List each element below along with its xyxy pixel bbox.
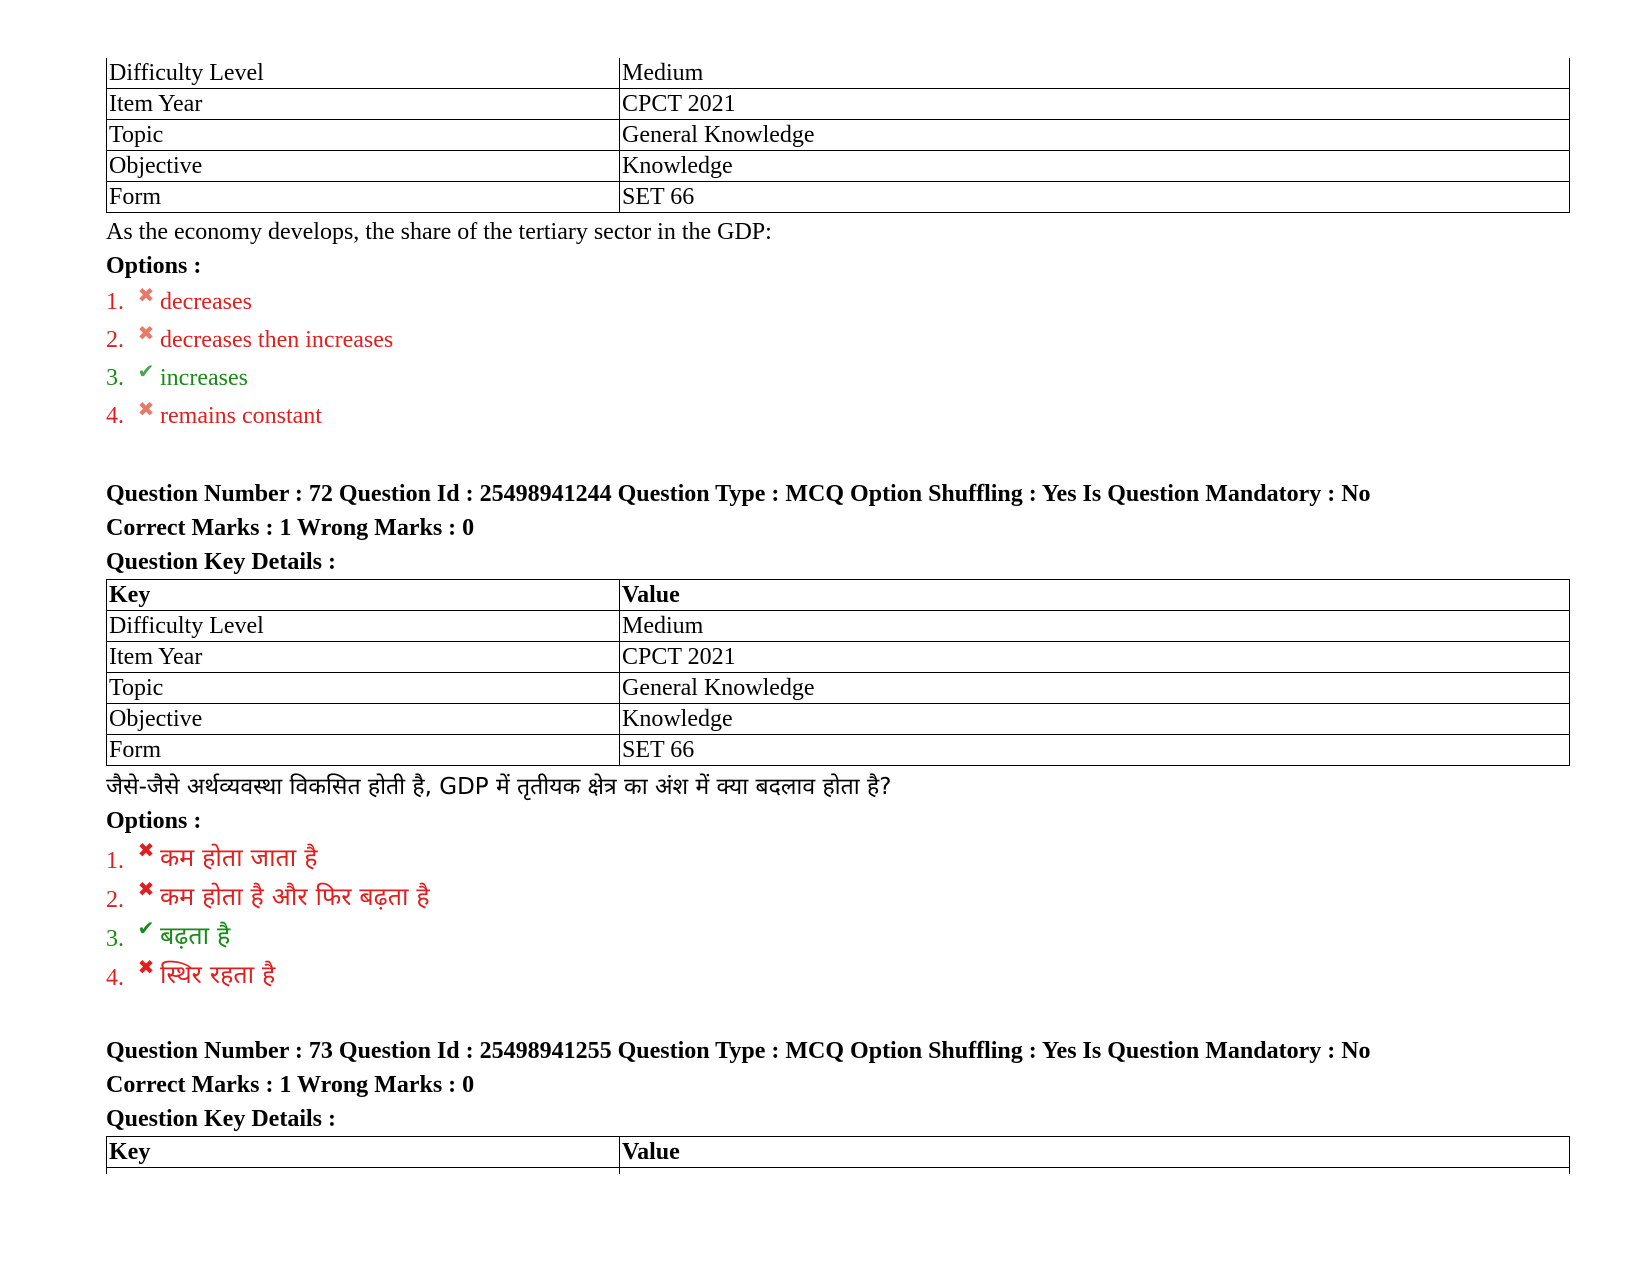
question-71-option-2[interactable] bbox=[106, 321, 1570, 359]
table-row bbox=[107, 735, 1570, 766]
question-72-header: Question Number : 72 Question Id : 25498941244 Question Type : MCQ Option Shuffling : Yes Is Question Mandatory : No bbox=[106, 481, 1371, 507]
cross-icon: ✖ bbox=[137, 399, 155, 421]
question-71-key-table bbox=[106, 58, 1570, 213]
key-cell: Difficulty Level bbox=[107, 611, 620, 642]
value-cell: General Knowledge bbox=[620, 673, 1570, 704]
table-header-row bbox=[107, 1137, 1570, 1168]
question-72-key-table bbox=[106, 579, 1570, 766]
question-72-marks: Correct Marks : 1 Wrong Marks : 0 bbox=[106, 515, 475, 541]
key-cell: Topic bbox=[107, 673, 620, 704]
value-cell: General Knowledge bbox=[620, 120, 1570, 151]
table-row bbox=[107, 704, 1570, 735]
option-number: 1. bbox=[106, 848, 124, 874]
question-71-text: As the economy develops, the share of the tertiary sector in the GDP: bbox=[106, 219, 772, 245]
table-row bbox=[107, 151, 1570, 182]
table-row bbox=[107, 642, 1570, 673]
cross-icon: ✖ bbox=[137, 323, 155, 345]
option-number: 3. bbox=[106, 365, 124, 391]
check-icon: ✔ bbox=[137, 361, 155, 383]
value-cell: Knowledge bbox=[620, 704, 1570, 735]
check-icon: ✔ bbox=[137, 918, 155, 940]
value-cell: Medium bbox=[620, 58, 1570, 89]
key-cell: Item Year bbox=[107, 89, 620, 120]
key-cell bbox=[107, 1168, 620, 1175]
cross-icon: ✖ bbox=[137, 285, 155, 307]
option-number: 2. bbox=[106, 327, 124, 353]
option-number: 4. bbox=[106, 403, 124, 429]
key-cell: Item Year bbox=[107, 642, 620, 673]
value-cell: Medium bbox=[620, 611, 1570, 642]
question-72-option-2[interactable] bbox=[106, 877, 1570, 916]
option-text: कम होता जाता है bbox=[160, 843, 318, 872]
question-72-option-4[interactable] bbox=[106, 955, 1570, 994]
option-text: कम होता है और फिर बढ़ता है bbox=[160, 882, 430, 911]
cross-icon: ✖ bbox=[137, 957, 155, 979]
value-cell: CPCT 2021 bbox=[620, 89, 1570, 120]
question-72-option-3[interactable] bbox=[106, 916, 1570, 955]
option-text: decreases bbox=[160, 289, 252, 315]
question-71-options-label: Options : bbox=[106, 253, 202, 279]
key-cell: Difficulty Level bbox=[107, 58, 620, 89]
key-cell: Objective bbox=[107, 704, 620, 735]
table-row bbox=[107, 58, 1570, 89]
option-text: स्थिर रहता है bbox=[160, 960, 276, 989]
key-header: Key bbox=[107, 1137, 620, 1168]
value-cell bbox=[620, 1168, 1570, 1175]
value-header: Value bbox=[620, 1137, 1570, 1168]
question-73-marks: Correct Marks : 1 Wrong Marks : 0 bbox=[106, 1072, 475, 1098]
option-number: 4. bbox=[106, 965, 124, 991]
value-cell: SET 66 bbox=[620, 182, 1570, 213]
table-row bbox=[107, 673, 1570, 704]
key-cell: Topic bbox=[107, 120, 620, 151]
cross-icon: ✖ bbox=[137, 879, 155, 901]
key-header: Key bbox=[107, 580, 620, 611]
key-cell: Objective bbox=[107, 151, 620, 182]
option-number: 1. bbox=[106, 289, 124, 315]
key-cell: Form bbox=[107, 735, 620, 766]
option-text: remains constant bbox=[160, 403, 322, 429]
question-72-option-1[interactable] bbox=[106, 838, 1570, 877]
key-cell: Form bbox=[107, 182, 620, 213]
table-row-cut bbox=[107, 1168, 1570, 1175]
table-header-row bbox=[107, 580, 1570, 611]
option-number: 3. bbox=[106, 926, 124, 952]
question-72-key-details-label: Question Key Details : bbox=[106, 549, 336, 575]
value-header: Value bbox=[620, 580, 1570, 611]
option-text: बढ़ता है bbox=[160, 921, 231, 950]
value-cell: CPCT 2021 bbox=[620, 642, 1570, 673]
question-71-option-1[interactable] bbox=[106, 283, 1570, 321]
option-text: increases bbox=[160, 365, 248, 391]
question-71-option-4[interactable] bbox=[106, 397, 1570, 435]
question-71-option-3[interactable] bbox=[106, 359, 1570, 397]
question-73-key-details-label: Question Key Details : bbox=[106, 1106, 336, 1132]
option-number: 2. bbox=[106, 887, 124, 913]
question-73-key-table bbox=[106, 1136, 1570, 1174]
value-cell: Knowledge bbox=[620, 151, 1570, 182]
cross-icon: ✖ bbox=[137, 840, 155, 862]
table-row bbox=[107, 89, 1570, 120]
option-text: decreases then increases bbox=[160, 327, 394, 353]
table-row bbox=[107, 120, 1570, 151]
table-row bbox=[107, 611, 1570, 642]
value-cell: SET 66 bbox=[620, 735, 1570, 766]
document-page bbox=[106, 58, 1570, 1174]
question-73-header: Question Number : 73 Question Id : 25498941255 Question Type : MCQ Option Shuffling : Yes Is Question Mandatory : No bbox=[106, 1038, 1371, 1064]
question-72-options-label: Options : bbox=[106, 808, 202, 834]
question-72-text: जैसे-जैसे अर्थव्यवस्था विकसित होती है, GDP में तृतीयक क्षेत्र का अंश में क्या बदलाव होता है? bbox=[106, 774, 892, 800]
table-row bbox=[107, 182, 1570, 213]
